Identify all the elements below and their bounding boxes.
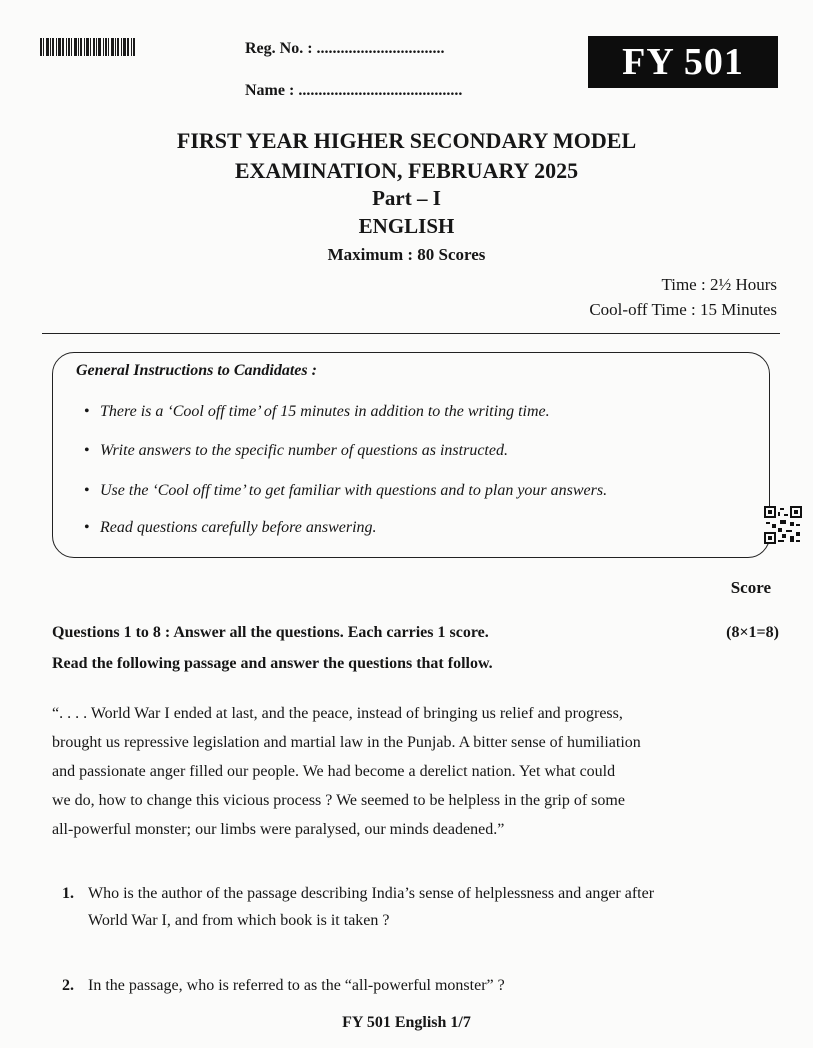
passage-line: “. . . . World War I ended at last, and the peace, instead of bringing us relief and progress, [52,705,623,722]
passage-line: and passionate anger filled our people. We had become a derelict nation. Yet what could [52,763,616,780]
exam-title-line1: FIRST YEAR HIGHER SECONDARY MODEL [176,128,637,153]
instructions-heading: General Instructions to Candidates : [76,362,317,379]
instruction-text: Write answers to the specific number of questions as instructed. [100,442,508,459]
score-column-label: Score [730,578,771,597]
passage-line: brought us repressive legislation and martial law in the Punjab. A bitter sense of humiliation [52,734,641,751]
barcode [40,38,160,56]
question-text: World War I, and from which book is it taken ? [88,912,390,929]
bullet-icon: • [84,482,90,499]
question-text: Who is the author of the passage describing India’s sense of helplessness and anger after [88,885,655,902]
part-label: Part – I [372,186,441,210]
exam-title-line2: EXAMINATION, FEBRUARY 2025 [234,158,579,183]
instruction-text: Use the ‘Cool off time’ to get familiar with questions and to plan your answers. [100,482,608,499]
name-field: Name : ......................................... [245,82,463,99]
page-footer: FY 501 English 1/7 [342,1014,471,1031]
header-divider [42,333,780,334]
instruction-item [84,519,377,537]
subject-title: ENGLISH [358,214,455,238]
instruction-text: Read questions carefully before answering. [100,519,377,536]
section-heading: Questions 1 to 8 : Answer all the questions. Each carries 1 score. [52,624,489,641]
passage-instruction: Read the following passage and answer the questions that follow. [52,655,493,672]
instruction-item [84,403,550,421]
bullet-icon: • [84,519,90,536]
instruction-item [84,442,508,460]
instruction-item [84,482,608,500]
question-number: 2. [62,977,74,994]
instruction-text: There is a ‘Cool off time’ of 15 minutes in addition to the writing time. [100,403,550,420]
cool-off-time: Cool-off Time : 15 Minutes [589,300,777,319]
question-text: In the passage, who is referred to as the “all-powerful monster” ? [88,977,505,994]
section-marks: (8×1=8) [726,624,779,641]
paper-code-badge: FY 501 [588,36,778,88]
reg-no-field: Reg. No. : ................................ [245,40,445,57]
bullet-icon: • [84,442,90,459]
bullet-icon: • [84,403,90,420]
qr-code-icon [764,506,802,544]
passage-line: all-powerful monster; our limbs were paralysed, our minds deadened.” [52,821,505,838]
exam-time: Time : 2½ Hours [661,275,777,294]
maximum-scores: Maximum : 80 Scores [327,245,486,264]
passage-line: we do, how to change this vicious process ? We seemed to be helpless in the grip of some [52,792,625,809]
question-number: 1. [62,885,74,902]
